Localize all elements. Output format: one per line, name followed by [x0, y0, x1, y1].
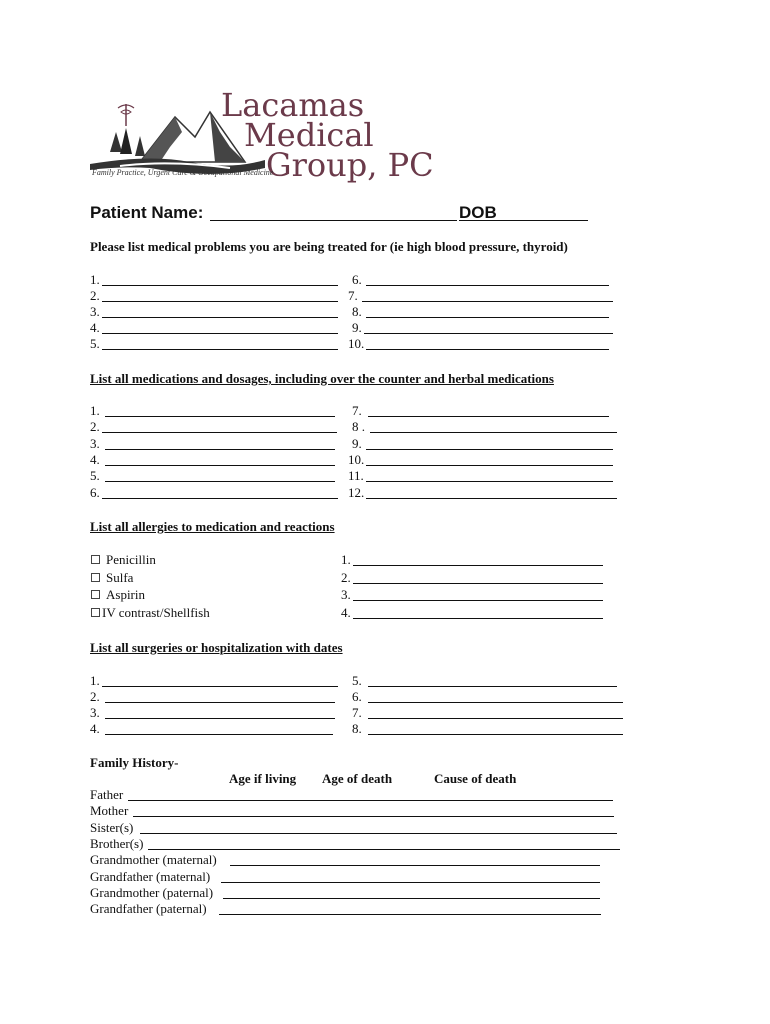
- penicillin-checkbox[interactable]: [91, 555, 100, 564]
- problems-right-item: 9.: [352, 320, 362, 335]
- surgeries-left-item: 2.: [90, 689, 100, 704]
- medications-right-item: 12.: [348, 485, 365, 500]
- logo-line-1: Lacamas: [221, 86, 365, 124]
- family-history-heading: Family History-: [90, 755, 179, 770]
- family-row-label: Mother: [90, 803, 129, 818]
- family-row-line[interactable]: [223, 898, 600, 899]
- problems-right-line[interactable]: [362, 301, 613, 302]
- logo-line-2: Medical: [244, 116, 374, 154]
- col-age-if-living: Age if living: [229, 771, 297, 786]
- medications-left-line[interactable]: [102, 498, 338, 499]
- problems-left-item: 2.: [90, 288, 100, 303]
- medications-left-line[interactable]: [102, 432, 337, 433]
- allergy-option: Sulfa: [106, 570, 134, 585]
- family-row-line[interactable]: [140, 833, 617, 834]
- surgeries-right-line[interactable]: [368, 702, 623, 703]
- family-row-label: Grandfather (paternal): [90, 901, 207, 916]
- allergies-heading: List all allergies to medication and reactions: [90, 519, 335, 534]
- allergy-option: Penicillin: [106, 552, 156, 567]
- problems-heading: Please list medical problems you are being treated for (ie high blood pressure, thyroid): [90, 239, 568, 254]
- surgeries-left-item: 3.: [90, 705, 100, 720]
- medications-left-item: 1.: [90, 403, 100, 418]
- family-row-label: Brother(s): [90, 836, 144, 851]
- problems-right-item: 6.: [352, 272, 362, 287]
- family-row-line[interactable]: [148, 849, 620, 850]
- allergies-right-item: 1.: [341, 552, 351, 567]
- medications-left-item: 4.: [90, 452, 100, 467]
- col-age-of-death: Age of death: [322, 771, 393, 786]
- surgeries-right-item: 8.: [352, 721, 362, 736]
- col-cause-of-death: Cause of death: [434, 771, 517, 786]
- medications-right-line[interactable]: [368, 416, 609, 417]
- problems-right-item: 7.: [348, 288, 358, 303]
- medications-right-line[interactable]: [366, 465, 613, 466]
- patient-name-field[interactable]: [210, 220, 457, 221]
- medications-heading: List all medications and dosages, including over the counter and herbal medications: [90, 371, 554, 386]
- problems-left-line[interactable]: [102, 333, 338, 334]
- surgeries-right-line[interactable]: [368, 718, 623, 719]
- medications-right-item: 11.: [348, 468, 364, 483]
- family-row-line[interactable]: [221, 882, 600, 883]
- allergies-right-line[interactable]: [353, 565, 603, 566]
- family-row-line[interactable]: [219, 914, 601, 915]
- allergies-right-line[interactable]: [353, 583, 603, 584]
- medications-right-item: 9.: [352, 436, 362, 451]
- surgeries-right-item: 7.: [352, 705, 362, 720]
- medications-left-item: 6.: [90, 485, 100, 500]
- family-row-label: Grandfather (maternal): [90, 869, 211, 884]
- medications-right-line[interactable]: [370, 432, 617, 433]
- family-row-line[interactable]: [128, 800, 613, 801]
- surgeries-right-item: 6.: [352, 689, 362, 704]
- medications-left-item: 3.: [90, 436, 100, 451]
- problems-right-item: 8.: [352, 304, 362, 319]
- problems-left-item: 1.: [90, 272, 100, 287]
- iv-contrast-checkbox[interactable]: [91, 608, 100, 617]
- aspirin-checkbox[interactable]: [91, 590, 100, 599]
- problems-left-item: 3.: [90, 304, 100, 319]
- problems-right-line[interactable]: [364, 333, 613, 334]
- dob-label: DOB: [459, 203, 497, 222]
- family-row-label: Father: [90, 787, 124, 802]
- problems-right-line[interactable]: [366, 317, 609, 318]
- medications-left-item: 5.: [90, 468, 100, 483]
- problems-left-item: 4.: [90, 320, 100, 335]
- surgeries-right-item: 5.: [352, 673, 362, 688]
- family-row-line[interactable]: [133, 816, 614, 817]
- allergies-right-line[interactable]: [353, 618, 603, 619]
- medications-left-line[interactable]: [105, 449, 335, 450]
- patient-name-label: Patient Name:: [90, 203, 204, 222]
- medications-left-item: 2.: [90, 419, 100, 434]
- medications-right-item: 10.: [348, 452, 365, 467]
- family-row-label: Sister(s): [90, 820, 134, 835]
- surgeries-heading: List all surgeries or hospitalization with dates: [90, 640, 343, 655]
- family-row-label: Grandmother (paternal): [90, 885, 214, 900]
- logo-tagline: Family Practice, Urgent Care & Occupational Medicine: [92, 168, 274, 177]
- allergy-option: Aspirin: [106, 587, 145, 602]
- problems-left-line[interactable]: [102, 301, 338, 302]
- medications-right-line[interactable]: [366, 449, 613, 450]
- problems-left-item: 5.: [90, 336, 100, 351]
- medications-right-line[interactable]: [366, 498, 617, 499]
- problems-right-line[interactable]: [366, 285, 609, 286]
- surgeries-left-item: 4.: [90, 721, 100, 736]
- problems-right-item: 10.: [348, 336, 365, 351]
- medications-right-item: 7.: [352, 403, 362, 418]
- family-row-label: Grandmother (maternal): [90, 852, 217, 867]
- medications-right-line[interactable]: [366, 481, 613, 482]
- family-row-line[interactable]: [230, 865, 600, 866]
- surgeries-right-line[interactable]: [368, 686, 617, 687]
- medications-left-line[interactable]: [105, 481, 335, 482]
- dob-field[interactable]: [459, 220, 588, 221]
- surgeries-left-item: 1.: [90, 673, 100, 688]
- logo-line-3: Group, PC: [266, 146, 434, 184]
- surgeries-left-line[interactable]: [105, 702, 335, 703]
- problems-left-line[interactable]: [102, 285, 338, 286]
- allergies-right-item: 3.: [341, 587, 351, 602]
- surgeries-left-line[interactable]: [102, 686, 338, 687]
- problems-left-line[interactable]: [102, 317, 338, 318]
- allergies-right-line[interactable]: [353, 600, 603, 601]
- surgeries-left-line[interactable]: [105, 718, 335, 719]
- problems-left-line[interactable]: [102, 349, 338, 350]
- medications-left-line[interactable]: [105, 416, 335, 417]
- surgeries-right-line[interactable]: [368, 734, 623, 735]
- allergies-right-item: 4.: [341, 605, 351, 620]
- sulfa-checkbox[interactable]: [91, 573, 100, 582]
- surgeries-left-line[interactable]: [105, 734, 333, 735]
- allergy-option: IV contrast/Shellfish: [102, 605, 210, 620]
- medications-left-line[interactable]: [105, 465, 335, 466]
- medications-right-item: 8 .: [352, 419, 365, 434]
- problems-right-line[interactable]: [366, 349, 609, 350]
- allergies-right-item: 2.: [341, 570, 351, 585]
